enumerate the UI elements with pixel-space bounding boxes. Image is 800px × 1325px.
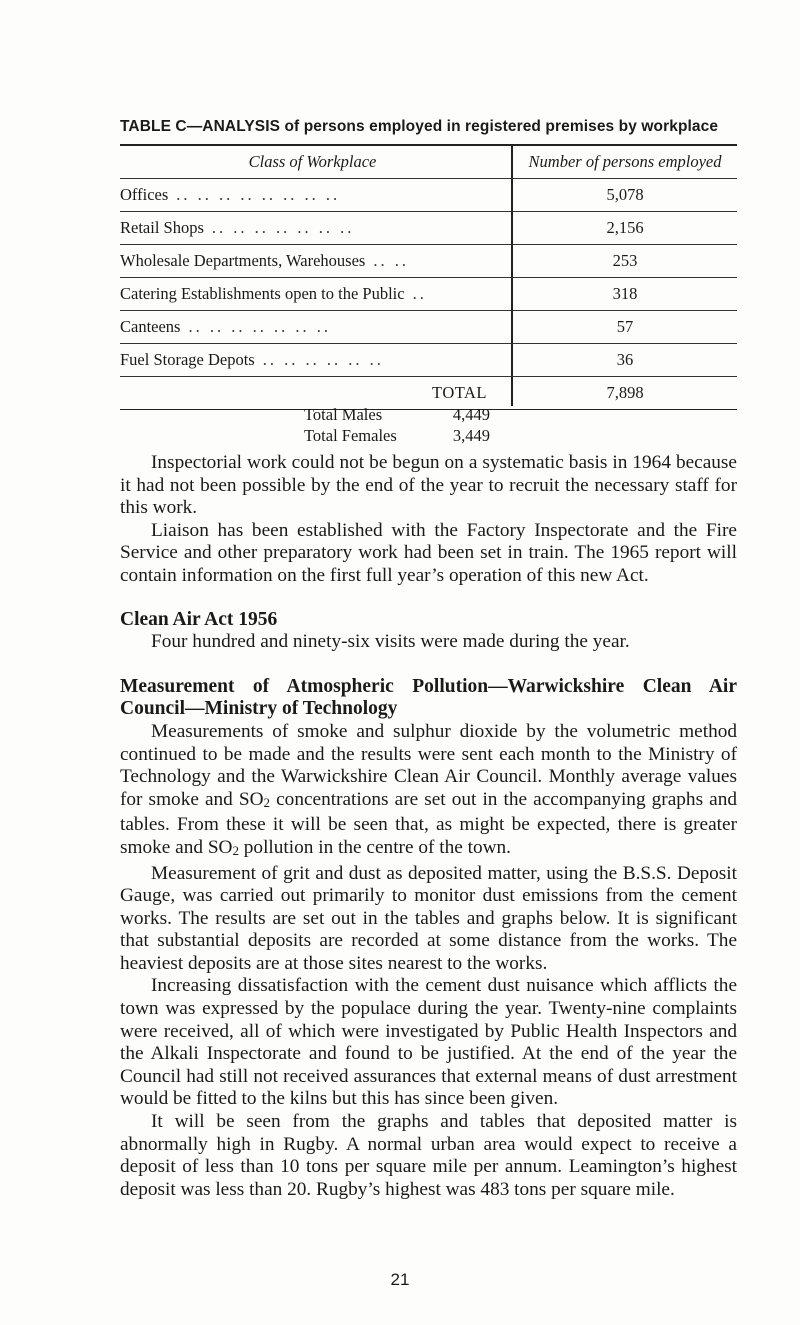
total-males-value: 4,449: [452, 405, 490, 424]
header-number-employed: Number of persons employed: [528, 152, 722, 171]
section-heading: Clean Air Act 1956: [120, 608, 278, 630]
row-label: Wholesale Departments, Warehouses: [120, 251, 373, 270]
table-row: [120, 344, 737, 377]
report-body: [120, 452, 737, 1201]
paragraph: Measurements of smoke and sulphur dioxide by the volumetric method continued to be made and the results were sent each month to the Ministry of Technology and the Warwickshire Clean Air Council. Monthly average values for smoke and $SO_2$ concentrations are set out in the accompanying graphs and tables. From these it will be seen that, as might be expected, there is greater smoke and $SO_2$ pollution in the centre of the town.: [120, 720, 737, 858]
table-row: [120, 212, 737, 245]
row-value: 36: [616, 350, 634, 369]
row-label: Canteens: [120, 317, 188, 336]
total-label: TOTAL: [432, 383, 487, 402]
paragraph: Liaison has been established with the Factory Inspectorate and the Fire Service and other preparatory work had been set in train. The 1965 report will contain information on the first full year’s operation of this new Act.: [120, 519, 737, 586]
row-value: 2,156: [606, 218, 644, 237]
row-value: 318: [612, 284, 638, 303]
paragraph: Increasing dissatisfaction with the cement dust nuisance which afflicts the town was expressed by the populace during the year. Twenty-nine complaints were received, all of which were investigated by Public Health Inspectors and the Alkali Inspectorate and found to be justified. At the end of the year the Council had still not received assurances that external means of dust arrestment would be fitted to the kilns but this has since been given.: [120, 975, 737, 1110]
total-females-value: 3,449: [452, 426, 490, 445]
total-females-label: Total Females: [304, 426, 397, 445]
paragraph: Inspectorial work could not be begun on a systematic basis in 1964 because it had not been possible by the end of the year to recruit the necessary staff for this work.: [120, 452, 737, 519]
table-header-row: [120, 146, 737, 179]
paragraph: It will be seen from the graphs and tables that deposited matter is abnormally high in Rugby. A normal urban area would expect to receive a deposit of less than 10 tons per square mile per annum. Leamington’s highest deposit was less than 20. Rugby’s highest was 483 tons per square mile.: [120, 1111, 737, 1200]
row-label: Fuel Storage Depots: [120, 350, 263, 369]
paragraph: Four hundred and ninety-six visits were made during the year.: [151, 631, 630, 653]
row-value: 5,078: [606, 185, 644, 204]
row-value: 57: [616, 317, 634, 336]
row-label: Offices: [120, 185, 176, 204]
leader-dots: .. .. .. .. .. .. ..: [211, 218, 355, 237]
row-label: Catering Establishments open to the Public: [120, 284, 413, 303]
page-number: 21: [390, 1270, 410, 1289]
header-class-of-workplace: Class of Workplace: [248, 152, 377, 171]
leader-dots: .. .. .. .. .. ..: [262, 350, 384, 369]
total-value: 7,898: [606, 383, 644, 402]
table-row: [120, 278, 737, 311]
leader-dots: .. ..: [373, 251, 409, 270]
table-row: [120, 311, 737, 344]
leader-dots: .. .. .. .. .. .. .. ..: [176, 185, 341, 204]
leader-dots: ..: [412, 284, 427, 303]
table-row: [120, 245, 737, 278]
row-label: Retail Shops: [120, 218, 212, 237]
table-row: [120, 179, 737, 212]
table-title: TABLE C—ANALYSIS of persons employed in registered premises by workplace: [120, 118, 719, 135]
row-value: 253: [612, 251, 638, 270]
paragraph: Measurement of grit and dust as deposited matter, using the B.S.S. Deposit Gauge, was carried out primarily to monitor dust emissions from the cement works. The results are set out in the tables and graphs below. It is significant that substantial deposits are recorded at some distance from the works. The heaviest deposits are at those sites nearest to the works.: [120, 862, 737, 974]
section-heading: Measurement of Atmospheric Pollution—Warwickshire Clean Air Council—Ministry of Technology: [120, 675, 737, 720]
leader-dots: .. .. .. .. .. .. ..: [188, 317, 331, 336]
total-males-label: Total Males: [304, 405, 383, 424]
